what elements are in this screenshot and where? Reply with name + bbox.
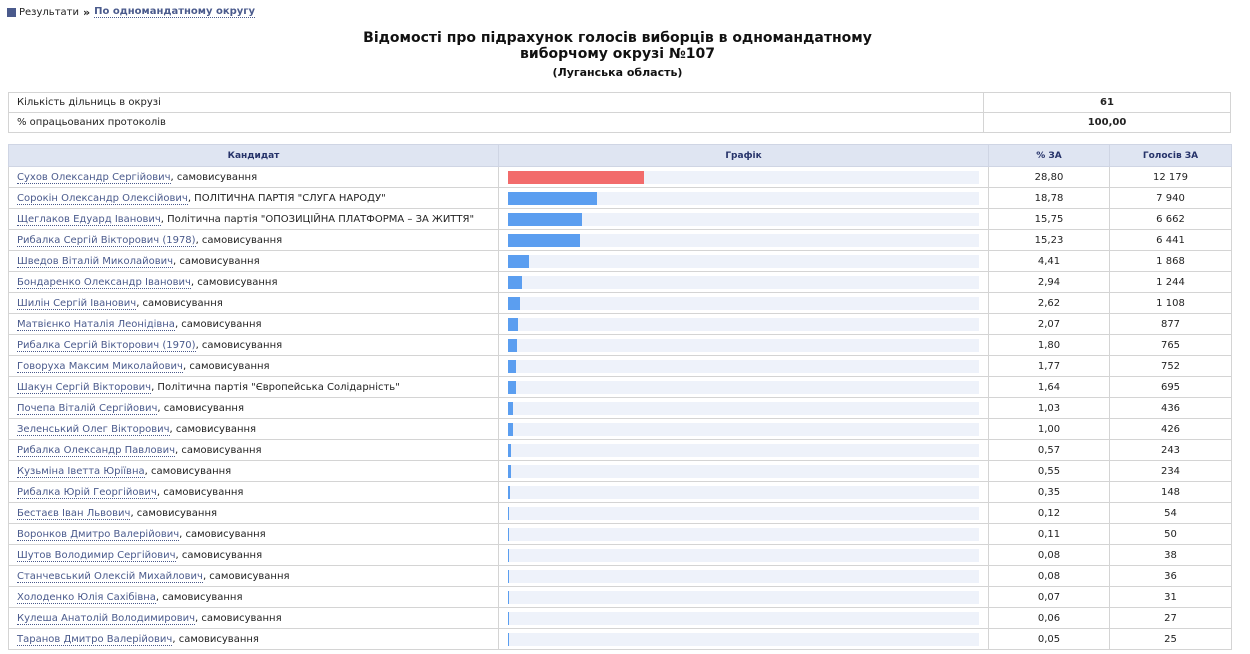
candidate-name-link[interactable]: Таранов Дмитро Валерійович xyxy=(17,633,173,645)
candidate-cell xyxy=(9,587,499,608)
table-row xyxy=(9,293,1232,314)
table-row xyxy=(9,272,1232,293)
table-row xyxy=(9,482,1232,503)
percent-cell: 18,78 xyxy=(989,188,1110,209)
table-row xyxy=(9,524,1232,545)
candidate-party: , самовисування xyxy=(155,591,243,603)
votes-cell: 1 244 xyxy=(1110,272,1232,293)
summary-row xyxy=(9,93,1231,113)
bar-fill xyxy=(508,486,510,499)
candidate-cell xyxy=(9,566,499,587)
votes-cell: 765 xyxy=(1110,335,1232,356)
graph-cell xyxy=(499,167,989,188)
summary-table xyxy=(8,92,1231,133)
candidate-party: , ПОЛІТИЧНА ПАРТІЯ "СЛУГА НАРОДУ" xyxy=(187,192,386,204)
votes-cell: 234 xyxy=(1110,461,1232,482)
breadcrumb-separator: » xyxy=(82,5,91,19)
percent-cell: 1,80 xyxy=(989,335,1110,356)
bar-track xyxy=(508,297,979,310)
percent-cell: 1,64 xyxy=(989,377,1110,398)
breadcrumb xyxy=(7,5,255,19)
percent-cell: 0,55 xyxy=(989,461,1110,482)
graph-cell xyxy=(499,335,989,356)
candidate-name-link[interactable]: Шакун Сергій Вікторович xyxy=(17,381,152,393)
summary-row xyxy=(9,113,1231,133)
candidate-party: , самовисування xyxy=(195,339,283,351)
header-votes[interactable]: Голосів ЗА xyxy=(1110,145,1232,167)
page-title xyxy=(0,30,1235,62)
candidate-party: , Політична партія "Європейська Солідарність" xyxy=(151,381,400,393)
graph-cell xyxy=(499,314,989,335)
candidate-name-link[interactable]: Станчевський Олексій Михайлович xyxy=(17,570,203,582)
bar-track xyxy=(508,234,979,247)
percent-cell: 2,62 xyxy=(989,293,1110,314)
votes-cell: 148 xyxy=(1110,482,1232,503)
table-row xyxy=(9,545,1232,566)
header-graph[interactable]: Графік xyxy=(499,145,989,167)
candidate-cell xyxy=(9,482,499,503)
candidate-cell xyxy=(9,377,499,398)
bar-fill xyxy=(508,465,511,478)
graph-cell xyxy=(499,398,989,419)
table-row xyxy=(9,440,1232,461)
votes-cell: 7 940 xyxy=(1110,188,1232,209)
table-row xyxy=(9,629,1232,650)
candidate-name-link[interactable]: Рибалка Юрій Георгійович xyxy=(17,486,157,498)
percent-cell: 0,57 xyxy=(989,440,1110,461)
candidate-cell xyxy=(9,188,499,209)
candidate-cell xyxy=(9,608,499,629)
candidate-name-link[interactable]: Кулеша Анатолій Володимирович xyxy=(17,612,196,624)
table-row xyxy=(9,566,1232,587)
candidate-cell xyxy=(9,440,499,461)
candidate-party: , самовисування xyxy=(195,234,283,246)
candidate-cell xyxy=(9,272,499,293)
graph-cell xyxy=(499,482,989,503)
bar-fill xyxy=(508,507,509,520)
percent-cell: 4,41 xyxy=(989,251,1110,272)
graph-cell xyxy=(499,461,989,482)
candidate-party: , самовисування xyxy=(175,549,263,561)
candidate-party: , самовисування xyxy=(156,486,244,498)
bar-track xyxy=(508,444,979,457)
votes-cell: 54 xyxy=(1110,503,1232,524)
candidate-name-link[interactable]: Шведов Віталій Миколайович xyxy=(17,255,174,267)
table-row xyxy=(9,356,1232,377)
bar-track xyxy=(508,360,979,373)
bar-track xyxy=(508,423,979,436)
breadcrumb-current-link[interactable]: По одномандатному округу xyxy=(94,6,256,17)
percent-cell: 15,23 xyxy=(989,230,1110,251)
results-header-row xyxy=(9,145,1232,167)
votes-cell: 31 xyxy=(1110,587,1232,608)
candidate-name-link[interactable]: Сухов Олександр Сергійович xyxy=(17,171,171,183)
candidate-party: , самовисування xyxy=(202,570,290,582)
graph-cell xyxy=(499,524,989,545)
table-row xyxy=(9,608,1232,629)
table-row xyxy=(9,230,1232,251)
candidate-party: , самовисування xyxy=(157,402,244,414)
percent-cell: 0,11 xyxy=(989,524,1110,545)
percent-cell: 0,06 xyxy=(989,608,1110,629)
summary-value: 61 xyxy=(984,93,1231,113)
bar-track xyxy=(508,570,979,583)
bar-track xyxy=(508,486,979,499)
votes-cell: 1 108 xyxy=(1110,293,1232,314)
candidate-name-link[interactable]: Говоруха Максим Миколайович xyxy=(17,360,183,372)
graph-cell xyxy=(499,293,989,314)
graph-cell xyxy=(499,272,989,293)
summary-label: % опрацьованих протоколів xyxy=(9,113,984,133)
candidate-party: , самовисування xyxy=(144,465,232,477)
graph-cell xyxy=(499,629,989,650)
candidate-cell xyxy=(9,629,499,650)
candidate-name-link[interactable]: Сорокін Олександр Олексійович xyxy=(17,192,188,204)
results-table xyxy=(8,144,1232,650)
table-row xyxy=(9,251,1232,272)
table-row xyxy=(9,398,1232,419)
candidate-cell xyxy=(9,545,499,566)
candidate-name-link[interactable]: Воронков Дмитро Валерійович xyxy=(17,528,180,540)
graph-cell xyxy=(499,230,989,251)
candidate-cell xyxy=(9,314,499,335)
candidate-party: , Політична партія "ОПОЗИЦІЙНА ПЛАТФОРМА – ЗА ЖИТТЯ" xyxy=(160,213,475,225)
bar-fill xyxy=(508,255,529,268)
votes-cell: 436 xyxy=(1110,398,1232,419)
graph-cell xyxy=(499,440,989,461)
graph-cell xyxy=(499,566,989,587)
bar-fill xyxy=(508,360,516,373)
candidate-name-link[interactable]: Шилін Сергій Іванович xyxy=(17,297,137,309)
candidate-name-link[interactable]: Холоденко Юлія Сахібівна xyxy=(17,591,156,603)
bar-track xyxy=(508,402,979,415)
summary-label: Кількість дільниць в окрузі xyxy=(9,93,984,113)
candidate-cell xyxy=(9,398,499,419)
candidate-cell xyxy=(9,356,499,377)
candidate-cell xyxy=(9,251,499,272)
bar-track xyxy=(508,549,979,562)
candidate-name-link[interactable]: Кузьміна Іветта Юріївна xyxy=(17,465,145,477)
votes-cell: 25 xyxy=(1110,629,1232,650)
votes-cell: 752 xyxy=(1110,356,1232,377)
percent-cell: 0,12 xyxy=(989,503,1110,524)
percent-cell: 2,94 xyxy=(989,272,1110,293)
votes-cell: 426 xyxy=(1110,419,1232,440)
candidate-cell xyxy=(9,503,499,524)
graph-cell xyxy=(499,188,989,209)
votes-cell: 50 xyxy=(1110,524,1232,545)
votes-cell: 695 xyxy=(1110,377,1232,398)
candidate-party: , самовисування xyxy=(174,444,262,456)
percent-cell: 1,00 xyxy=(989,419,1110,440)
votes-cell: 36 xyxy=(1110,566,1232,587)
table-row xyxy=(9,587,1232,608)
table-row xyxy=(9,314,1232,335)
votes-cell: 1 868 xyxy=(1110,251,1232,272)
page-title-line2: виборчому окрузі №107 xyxy=(520,46,715,62)
bar-track xyxy=(508,633,979,646)
candidate-name-link[interactable]: Рибалка Сергій Вікторович (1978) xyxy=(17,234,196,246)
bar-track xyxy=(508,591,979,604)
candidate-name-link[interactable]: Щеглаков Едуард Іванович xyxy=(17,213,161,225)
table-row xyxy=(9,503,1232,524)
percent-cell: 15,75 xyxy=(989,209,1110,230)
candidate-name-link[interactable]: Шутов Володимир Сергійович xyxy=(17,549,176,561)
header-candidate[interactable]: Кандидат xyxy=(9,145,499,167)
table-row xyxy=(9,377,1232,398)
percent-cell: 1,77 xyxy=(989,356,1110,377)
table-row xyxy=(9,188,1232,209)
percent-cell: 0,35 xyxy=(989,482,1110,503)
percent-cell: 0,08 xyxy=(989,545,1110,566)
bar-track xyxy=(508,192,979,205)
candidate-party: , самовисування xyxy=(130,507,218,519)
percent-cell: 1,03 xyxy=(989,398,1110,419)
bar-fill xyxy=(508,297,520,310)
bar-track xyxy=(508,381,979,394)
percent-cell: 0,05 xyxy=(989,629,1110,650)
candidate-party: , самовисування xyxy=(190,276,278,288)
graph-cell xyxy=(499,545,989,566)
bar-track xyxy=(508,213,979,226)
votes-cell: 6 441 xyxy=(1110,230,1232,251)
breadcrumb-square-icon xyxy=(7,8,16,17)
candidate-cell xyxy=(9,209,499,230)
graph-cell xyxy=(499,503,989,524)
bar-fill xyxy=(508,423,513,436)
candidate-name-link[interactable]: Рибалка Олександр Павлович xyxy=(17,444,175,456)
candidate-name-link[interactable]: Бестаєв Іван Львович xyxy=(17,507,131,519)
bar-fill xyxy=(508,444,511,457)
bar-fill xyxy=(508,528,509,541)
bar-fill xyxy=(508,402,513,415)
graph-cell xyxy=(499,377,989,398)
votes-cell: 12 179 xyxy=(1110,167,1232,188)
region-subtitle: (Луганська область) xyxy=(552,66,683,79)
bar-track xyxy=(508,318,979,331)
candidate-party: , самовисування xyxy=(182,360,270,372)
candidate-party: , самовисування xyxy=(136,297,223,309)
bar-track xyxy=(508,171,979,184)
bar-fill xyxy=(508,213,582,226)
table-row xyxy=(9,167,1232,188)
bar-track xyxy=(508,507,979,520)
graph-cell xyxy=(499,251,989,272)
bar-track xyxy=(508,339,979,352)
bar-fill xyxy=(508,192,597,205)
candidate-name-link[interactable]: Матвієнко Наталія Леонідівна xyxy=(17,318,175,330)
bar-fill xyxy=(508,276,522,289)
candidate-name-link[interactable]: Бондаренко Олександр Іванович xyxy=(17,276,191,288)
bar-fill xyxy=(508,339,517,352)
votes-cell: 243 xyxy=(1110,440,1232,461)
votes-cell: 38 xyxy=(1110,545,1232,566)
candidate-party: , самовисування xyxy=(173,255,260,267)
bar-track xyxy=(508,255,979,268)
graph-cell xyxy=(499,587,989,608)
bar-track xyxy=(508,465,979,478)
candidate-name-link[interactable]: Зеленський Олег Вікторович xyxy=(17,423,170,435)
candidate-cell xyxy=(9,230,499,251)
summary-value: 100,00 xyxy=(984,113,1231,133)
bar-track xyxy=(508,612,979,625)
candidate-name-link[interactable]: Почепа Віталій Сергійович xyxy=(17,402,158,414)
candidate-party: , самовисування xyxy=(174,318,262,330)
table-row xyxy=(9,461,1232,482)
table-row xyxy=(9,209,1232,230)
breadcrumb-root[interactable]: Результати xyxy=(19,6,79,18)
percent-cell: 28,80 xyxy=(989,167,1110,188)
percent-cell: 0,07 xyxy=(989,587,1110,608)
candidate-cell xyxy=(9,419,499,440)
header-percent[interactable]: % ЗА xyxy=(989,145,1110,167)
votes-cell: 27 xyxy=(1110,608,1232,629)
candidate-name-link[interactable]: Рибалка Сергій Вікторович (1970) xyxy=(17,339,196,351)
votes-cell: 6 662 xyxy=(1110,209,1232,230)
candidate-party: , самовисування xyxy=(169,423,257,435)
percent-cell: 2,07 xyxy=(989,314,1110,335)
percent-cell: 0,08 xyxy=(989,566,1110,587)
bar-fill xyxy=(508,234,580,247)
bar-track xyxy=(508,276,979,289)
table-row xyxy=(9,335,1232,356)
candidate-cell xyxy=(9,461,499,482)
graph-cell xyxy=(499,209,989,230)
votes-cell: 877 xyxy=(1110,314,1232,335)
table-row xyxy=(9,419,1232,440)
bar-fill xyxy=(508,171,644,184)
candidate-party: , самовисування xyxy=(170,171,258,183)
graph-cell xyxy=(499,419,989,440)
graph-cell xyxy=(499,356,989,377)
candidate-cell xyxy=(9,524,499,545)
bar-fill xyxy=(508,381,516,394)
candidate-party: , самовисування xyxy=(179,528,266,540)
graph-cell xyxy=(499,608,989,629)
candidate-party: , самовисування xyxy=(195,612,282,624)
bar-fill xyxy=(508,318,518,331)
candidate-party: , самовисування xyxy=(172,633,259,645)
candidate-cell xyxy=(9,167,499,188)
candidate-cell xyxy=(9,335,499,356)
page-title-line1: Відомості про підрахунок голосів виборців в одномандатному xyxy=(363,30,872,46)
candidate-cell xyxy=(9,293,499,314)
bar-track xyxy=(508,528,979,541)
